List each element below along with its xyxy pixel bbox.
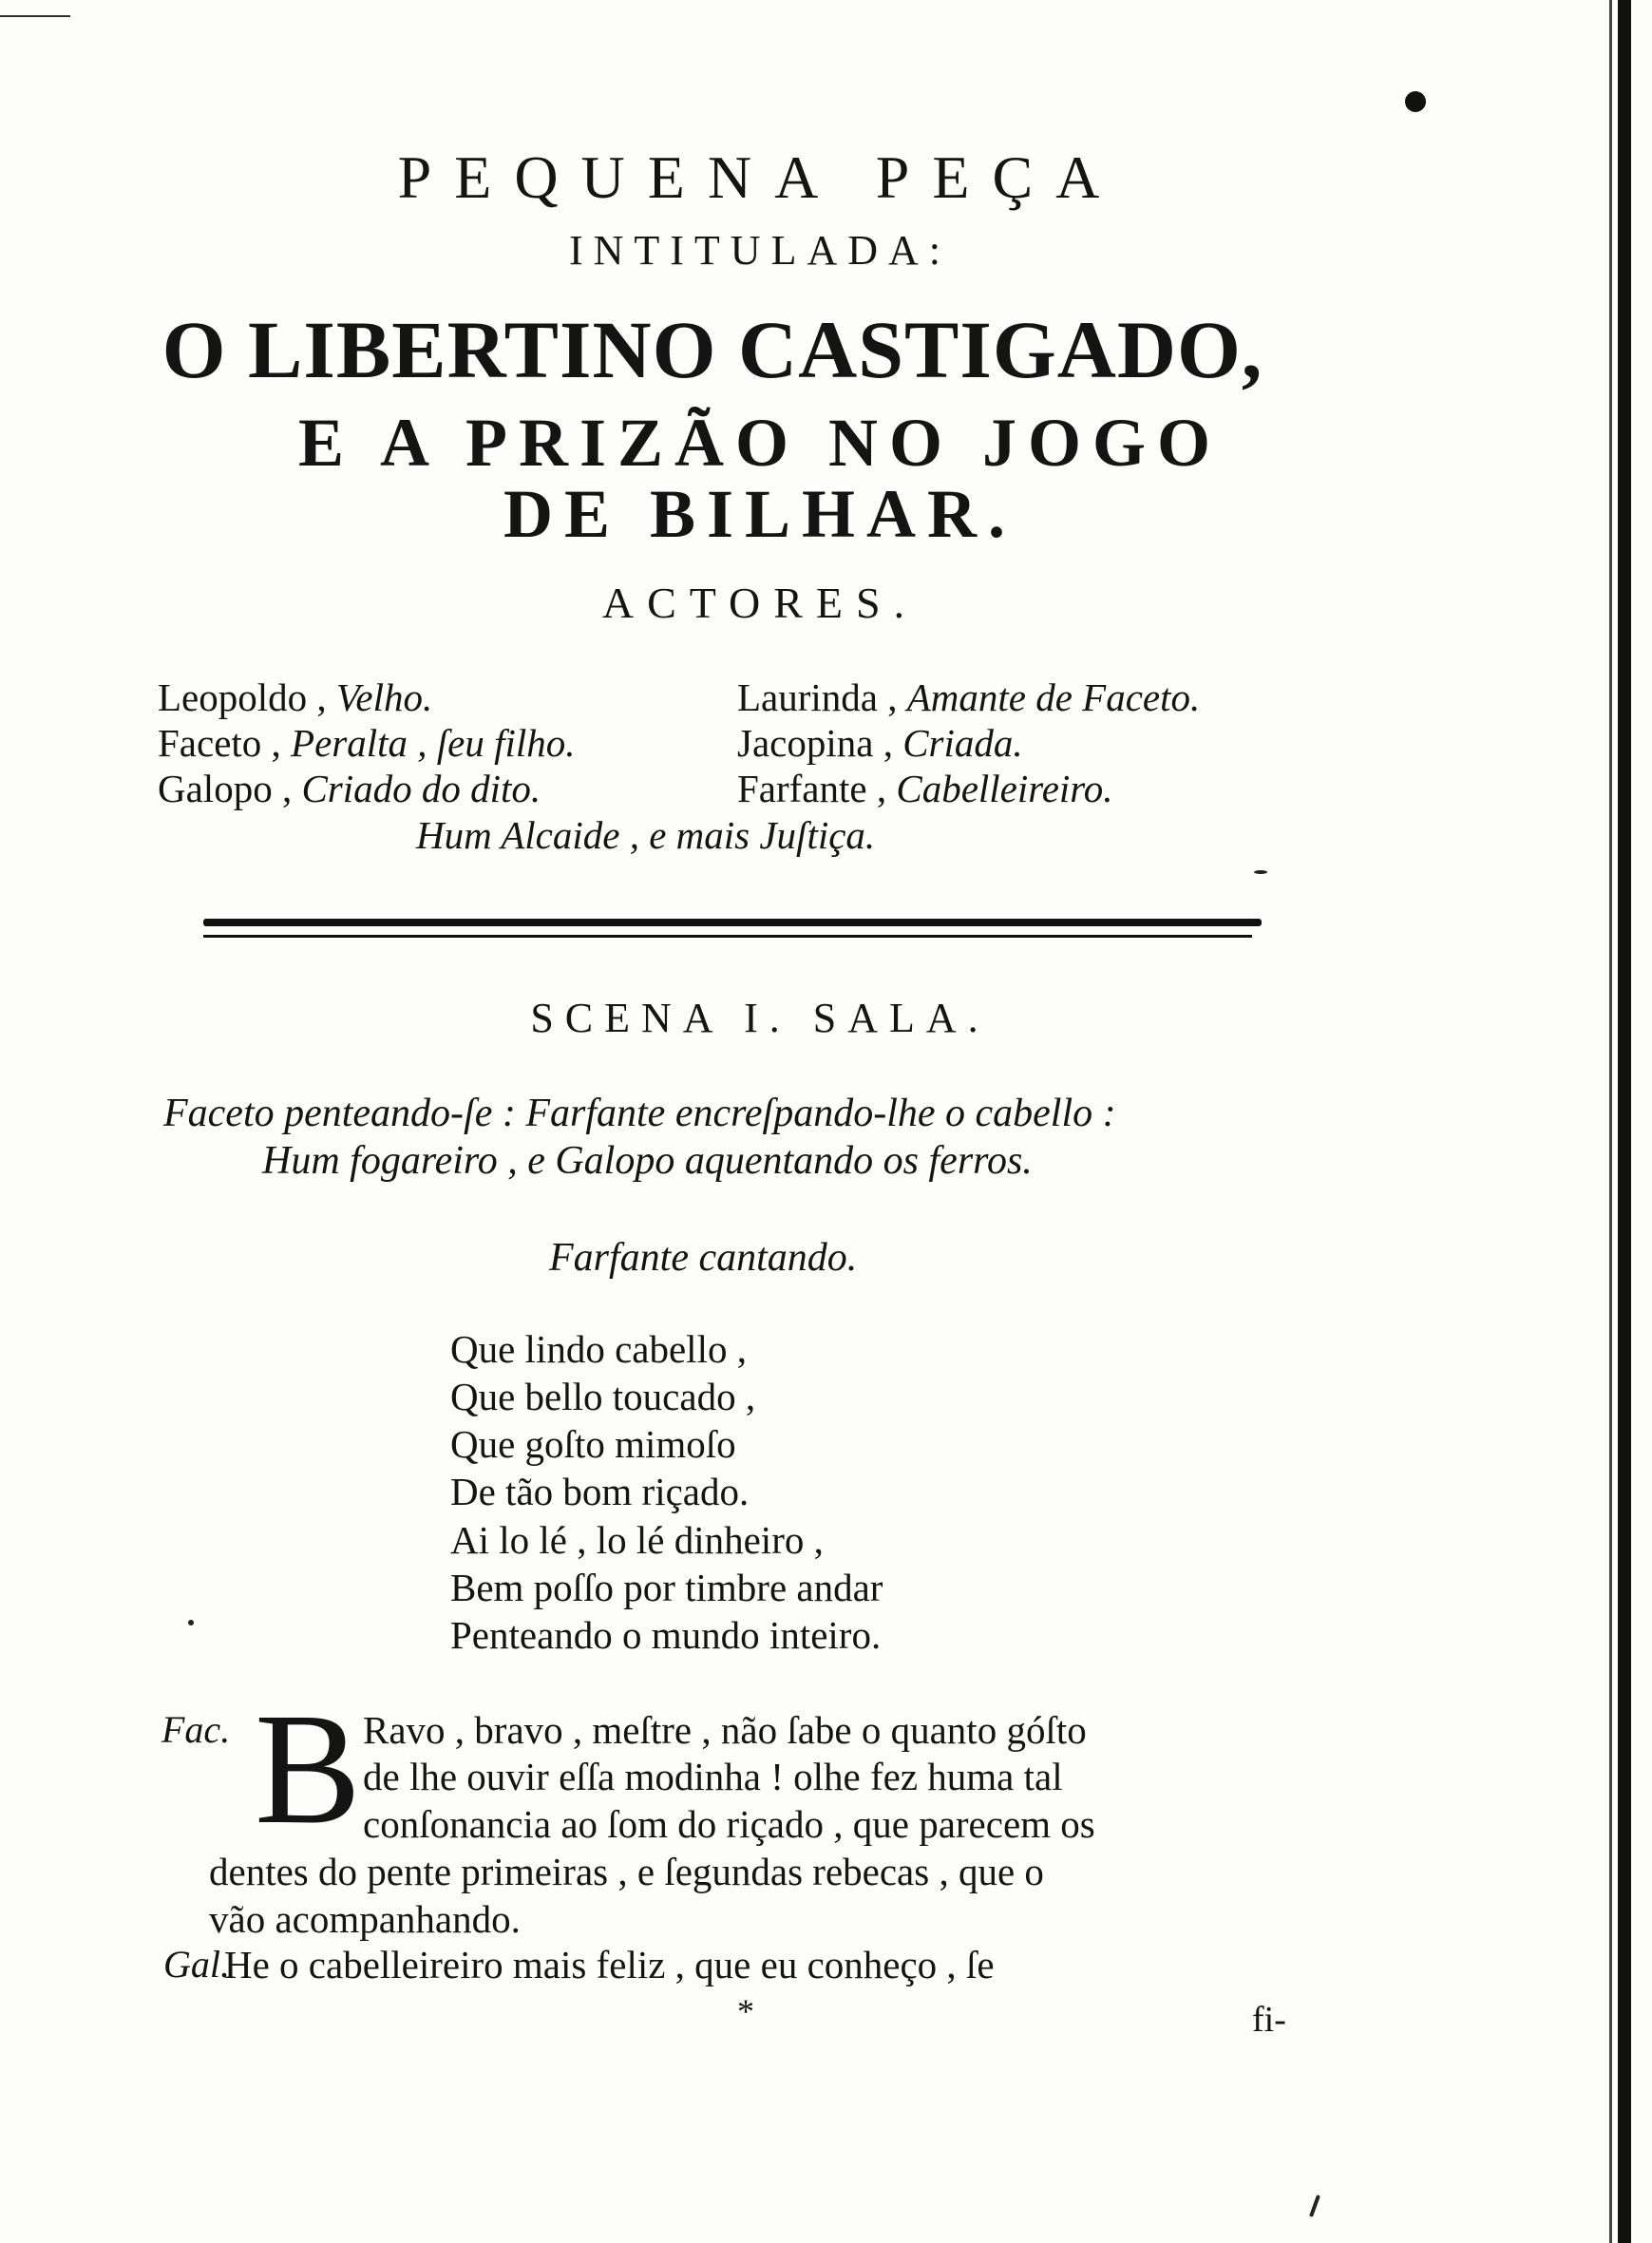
cast-name: Laurinda , <box>737 675 898 719</box>
dialogue-line: vão acompanhando. <box>209 1897 521 1941</box>
page-edge-shadow-thin <box>1609 0 1612 2243</box>
cast-name: Jacopina , <box>737 721 893 765</box>
cast-role: Criado do dito. <box>301 767 541 810</box>
song-line: De tão bom riçado. <box>450 1470 750 1513</box>
cast-role: Cabelleireiro. <box>896 767 1113 810</box>
cast-footer: Hum Alcaide , e mais Juſtiça. <box>416 813 876 857</box>
speaker-label: Gal. <box>163 1943 230 1986</box>
song-line: Ai lo lé , lo lé dinheiro , <box>450 1518 824 1562</box>
title-line-4: E A PRIZÃO NO JOGO <box>297 405 1223 481</box>
ink-dot <box>1405 91 1426 112</box>
ink-speck <box>1254 870 1267 874</box>
song-line: Que lindo cabello , <box>450 1327 747 1371</box>
cast-entry <box>737 766 1112 811</box>
cast-role: Velho. <box>335 675 433 719</box>
page-edge-shadow <box>1618 0 1631 2243</box>
title-line-3: O LIBERTINO CASTIGADO, <box>161 304 1263 395</box>
cast-name: Leopoldo , <box>158 675 327 719</box>
title-line-2: INTITULADA: <box>568 227 952 274</box>
page-corner-mark <box>0 15 70 17</box>
actors-heading: ACTORES. <box>601 579 919 627</box>
cast-name: Faceto , <box>158 721 281 765</box>
scene-heading: SCENA I. SALA. <box>530 995 990 1041</box>
dialogue-line: dentes do pente primeiras , e ſegundas rebecas , que o <box>209 1850 1044 1893</box>
cast-name: Galopo , <box>158 767 293 810</box>
ink-speck <box>188 1620 194 1625</box>
song-direction: Farfante cantando. <box>549 1236 858 1280</box>
signature-mark: * <box>737 1992 754 2030</box>
song-line: Bem poſſo por timbre andar <box>450 1566 883 1609</box>
cast-role: Amante de Faceto. <box>906 675 1201 719</box>
song-line: Que goſto mimoſo <box>450 1422 736 1466</box>
song-line: Penteando o mundo inteiro. <box>450 1613 882 1657</box>
cast-entry <box>158 766 541 811</box>
cast-entry <box>737 675 1200 720</box>
cast-name: Farfante , <box>737 767 887 810</box>
section-divider-thin <box>203 935 1252 938</box>
cast-role: Criada. <box>902 721 1023 765</box>
drop-cap: B <box>255 1681 362 1857</box>
dialogue-line: He o cabelleireiro mais feliz , que eu conheço , ſe <box>224 1943 995 1986</box>
cast-entry <box>158 720 576 766</box>
dialogue-line: Ravo , bravo , meſtre , não ſabe o quanto góſto <box>363 1708 1087 1752</box>
stage-direction: Faceto penteando-ſe : Farfante encreſpando-lhe o cabello : <box>163 1092 1116 1135</box>
speaker-label: Fac. <box>161 1708 231 1751</box>
title-line-5: DE BILHAR. <box>503 476 1017 552</box>
section-divider-thick <box>203 919 1262 926</box>
cast-role: Peralta , ſeu filho. <box>291 721 576 765</box>
cast-entry <box>737 720 1023 766</box>
catchword: fi- <box>1252 2000 1286 2040</box>
dialogue-line: de lhe ouvir eſſa modinha ! olhe fez huma tal <box>363 1755 1063 1798</box>
stage-direction: Hum fogareiro , e Galopo aquentando os ferros. <box>262 1139 1033 1183</box>
cast-entry <box>158 675 432 720</box>
song-line: Que bello toucado , <box>450 1375 756 1418</box>
dialogue-line: conſonancia ao ſom do riçado , que parecem os <box>363 1802 1095 1846</box>
title-line-1: PEQUENA PEÇA <box>397 143 1123 211</box>
ink-speck <box>1309 2195 1320 2217</box>
